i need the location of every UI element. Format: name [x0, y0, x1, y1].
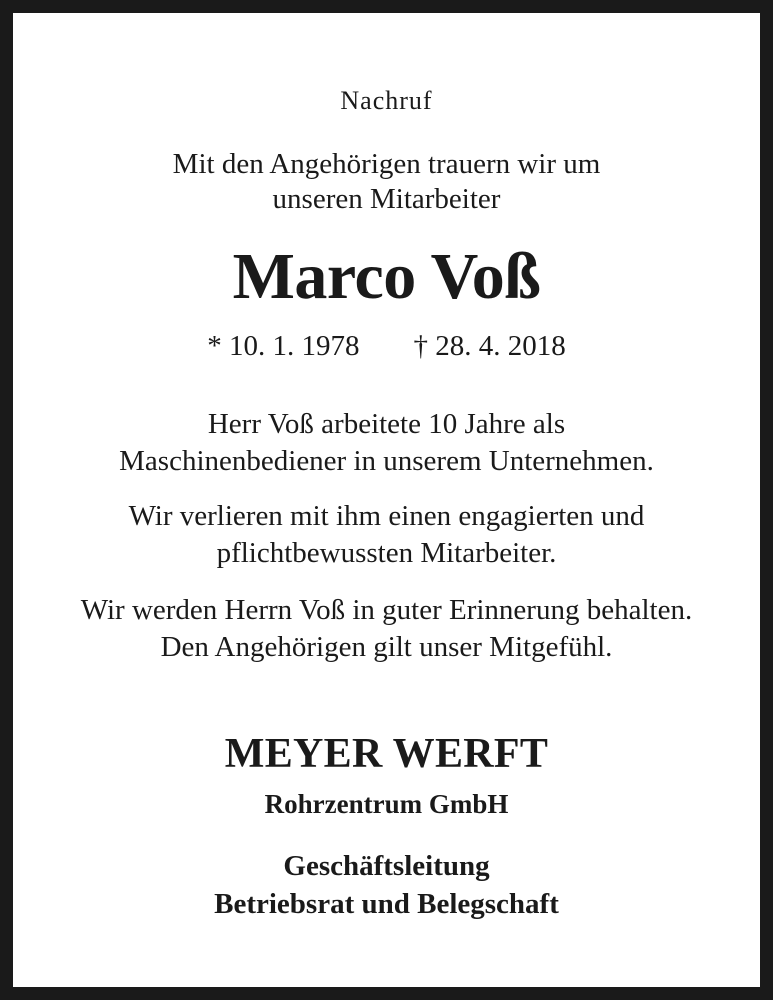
signature-line-1: Geschäftsleitung — [283, 850, 490, 882]
life-dates — [26, 332, 747, 361]
notice-heading: Nachruf — [340, 86, 433, 115]
intro-line-2: unseren Mitarbeiter — [272, 183, 501, 215]
paragraph-1-line-2: Maschinenbediener in unserem Unternehmen. — [119, 445, 654, 477]
paragraph-3-line-2: Den Angehörigen gilt unser Mitgefühl. — [160, 631, 613, 663]
deceased-name: Marco Voß — [232, 240, 541, 313]
paragraph-2-line-1: Wir verlieren mit ihm einen engagierten und — [128, 500, 645, 532]
paragraph-1-line-1: Herr Voß arbeitete 10 Jahre als — [207, 408, 566, 440]
death-date: † 28. 4. 2018 — [413, 330, 566, 362]
intro-line-1: Mit den Angehörigen trauern wir um — [172, 148, 601, 180]
obituary-content — [26, 26, 747, 974]
paragraph-2-line-2: pflichtbewussten Mitarbeiter. — [216, 537, 557, 569]
company-name: MEYER WERFT — [224, 731, 549, 777]
paragraph-3-line-1: Wir werden Herrn Voß in guter Erinnerung behalten. — [80, 594, 693, 626]
birth-date: * 10. 1. 1978 — [207, 330, 360, 362]
company-division: Rohrzentrum GmbH — [264, 789, 509, 819]
signature-line-2: Betriebsrat und Belegschaft — [214, 888, 559, 920]
